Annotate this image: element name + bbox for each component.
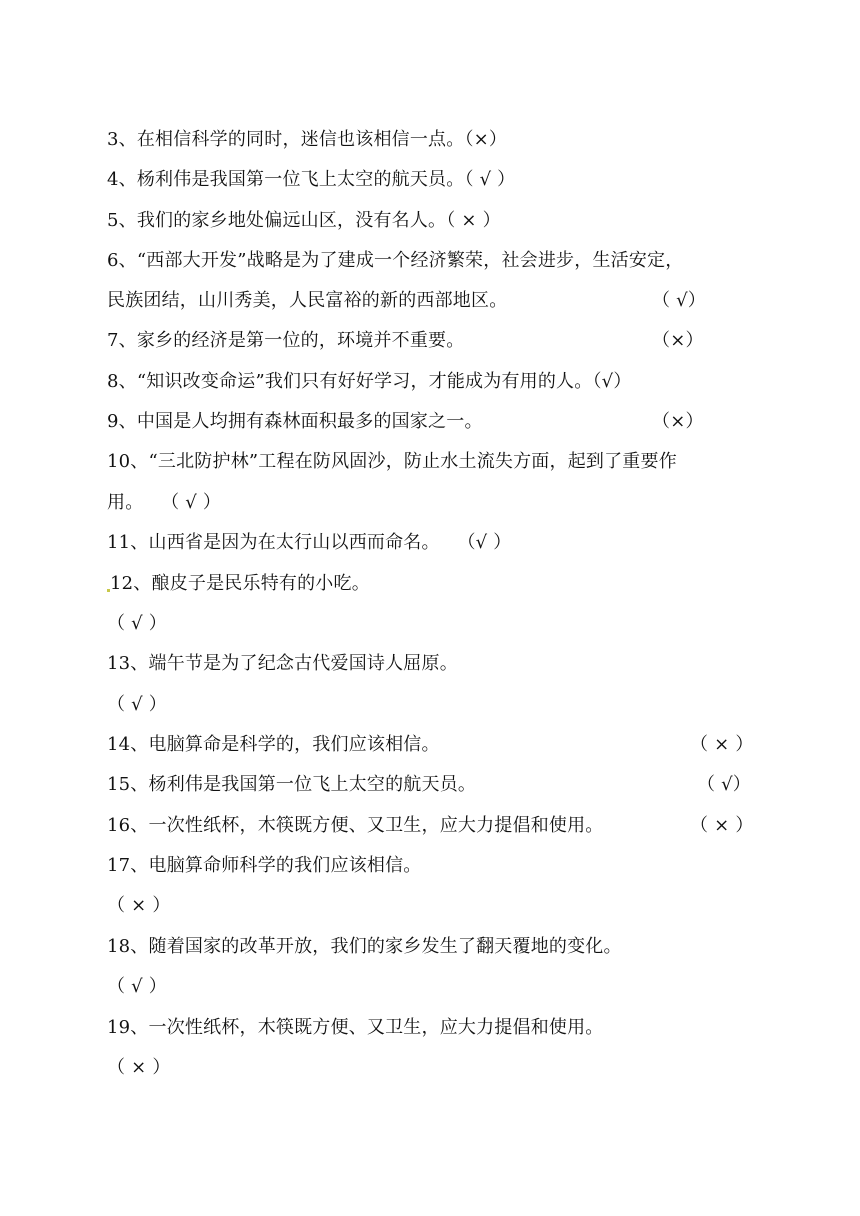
question-line — [107, 325, 757, 357]
question-text: 民族团结，山川秀美，人民富裕的新的西部地区。 — [107, 290, 508, 311]
question-line — [107, 850, 757, 882]
answer-mark: （ √ ） — [107, 613, 167, 634]
question-text: 6、“西部大开发”战略是为了建成一个经济繁荣，社会进步，生活安定， — [107, 250, 684, 271]
question-text: 10、“三北防护林”工程在防风固沙，防止水土流失方面，起到了重要作 — [107, 451, 677, 472]
question-text: 用。 — [107, 492, 144, 513]
question-line — [107, 366, 757, 398]
question-line — [107, 164, 757, 196]
question-line — [107, 810, 757, 842]
question-text: 18、随着国家的改革开放，我们的家乡发生了翻天覆地的变化。 — [107, 936, 622, 957]
question-line — [107, 769, 757, 801]
question-text: 17、电脑算命师科学的我们应该相信。 — [107, 855, 422, 876]
question-text: 7、家乡的经济是第一位的，环境并不重要。 — [107, 330, 465, 351]
question-text: 19、一次性纸杯，木筷既方便、又卫生，应大力提倡和使用。 — [107, 1017, 604, 1038]
question-line — [107, 527, 757, 559]
question-text: 13、端午节是为了纪念古代爱国诗人屈原。 — [107, 653, 458, 674]
question-line — [107, 205, 757, 237]
question-line — [107, 446, 757, 478]
question-line — [107, 568, 757, 600]
question-text: 4、杨利伟是我国第一位飞上太空的航天员。 — [107, 169, 465, 190]
answer-mark: （√ ） — [457, 532, 512, 553]
question-line — [107, 1012, 757, 1044]
answer-mark: （√） — [592, 371, 632, 392]
answer-mark: （×） — [652, 330, 704, 351]
answer-mark: （ √ ） — [161, 492, 222, 513]
question-line — [107, 729, 757, 761]
question-line — [107, 931, 757, 963]
question-line — [107, 648, 757, 680]
question-line — [107, 406, 757, 438]
question-text: 12、酿皮子是民乐特有的小吃。 — [110, 573, 370, 594]
question-text: 11、山西省是因为在太行山以西而命名。 — [107, 532, 440, 553]
answer-mark: （ √） — [652, 290, 706, 311]
question-line — [107, 285, 757, 317]
answer-mark: （ × ） — [107, 895, 171, 916]
question-line — [107, 245, 757, 277]
question-text: 9、中国是人均拥有森林面积最多的国家之一。 — [107, 411, 483, 432]
answer-line — [107, 971, 757, 1003]
answer-line — [107, 890, 757, 922]
answer-line — [107, 1052, 757, 1084]
answer-mark: （ √） — [697, 774, 751, 795]
answer-mark: （ √ ） — [107, 976, 167, 997]
answer-mark: （ √ ） — [107, 694, 167, 715]
answer-line — [107, 608, 757, 640]
question-line — [107, 487, 757, 519]
question-line — [107, 124, 757, 156]
question-text: 14、电脑算命是科学的，我们应该相信。 — [107, 734, 440, 755]
question-text: 15、杨利伟是我国第一位飞上太空的航天员。 — [107, 774, 477, 795]
answer-mark: （ × ） — [107, 1057, 171, 1078]
question-text: 3、在相信科学的同时，迷信也该相信一点。 — [107, 129, 465, 150]
answer-mark: （ × ） — [690, 815, 754, 836]
answer-mark: （ √ ） — [464, 169, 516, 190]
question-text: 5、我们的家乡地处偏远山区，没有名人。 — [107, 210, 447, 231]
answer-mark: （ × ） — [446, 210, 501, 231]
question-text: 8、“知识改变命运”我们只有好好学习，才能成为有用的人。 — [107, 371, 593, 392]
answer-mark: （×） — [464, 129, 508, 150]
answer-line — [107, 689, 757, 721]
question-text: 16、一次性纸杯，木筷既方便、又卫生，应大力提倡和使用。 — [107, 815, 604, 836]
answer-mark: （×） — [652, 411, 704, 432]
answer-mark: （ × ） — [690, 734, 754, 755]
